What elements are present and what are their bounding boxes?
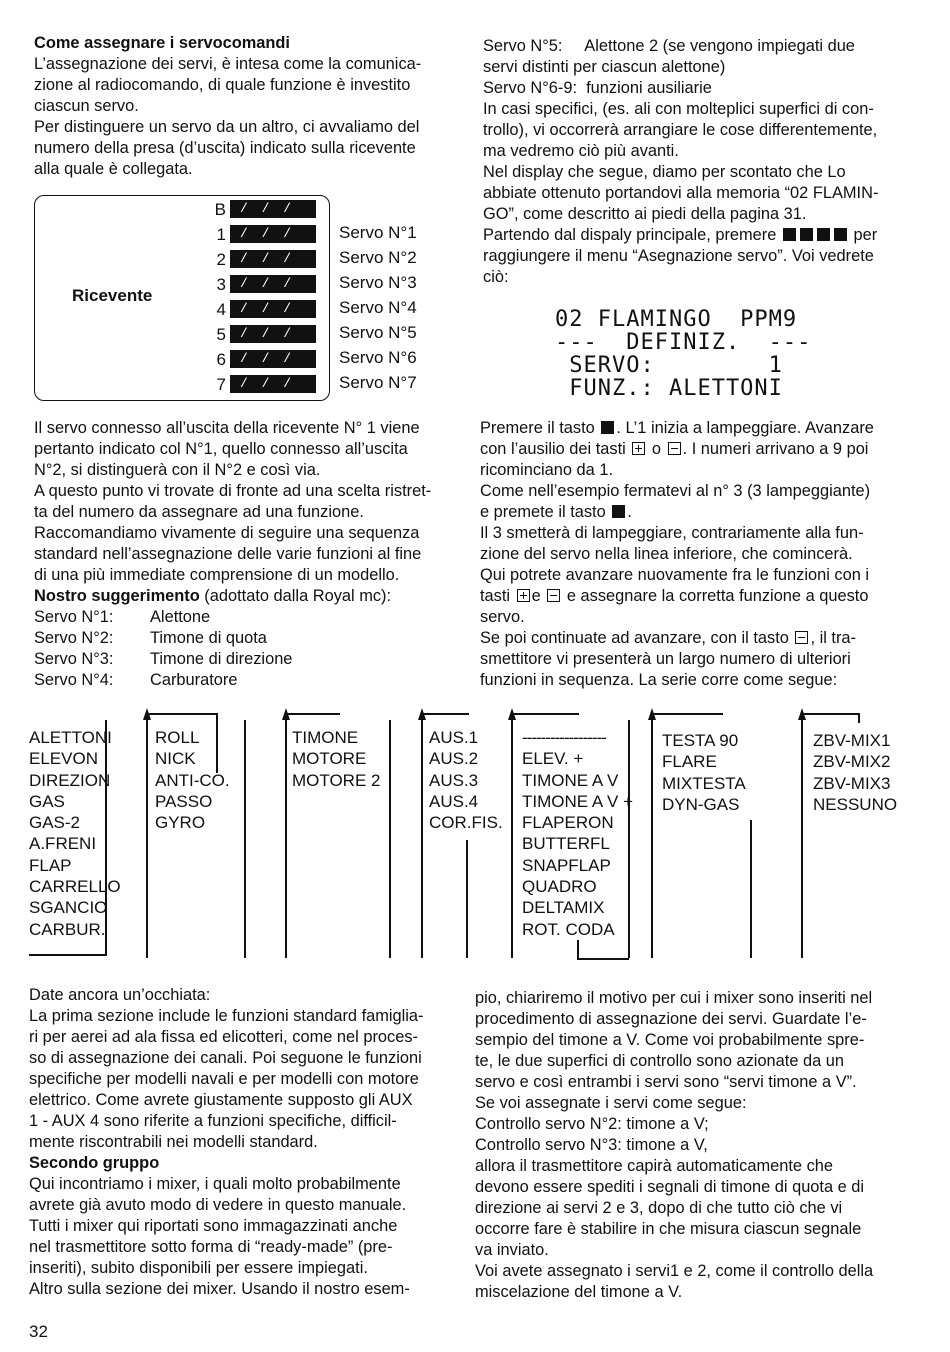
text-line: Servo N°5: Alettone 2 (se vengono impiegati due: [483, 37, 855, 55]
text-line: ricominciano da 1.: [480, 461, 614, 479]
flow-connector: [421, 713, 469, 715]
text-line: [480, 502, 914, 523]
key-filled-icon: [834, 228, 847, 241]
function-group-mixers: [522, 727, 633, 940]
function-item: ROLL: [155, 728, 200, 747]
text-span: o: [651, 440, 662, 458]
lcd-line: --- DEFINIZ. ---: [555, 330, 812, 355]
text-line: direzione ai servi 2 e 3, dopo di che tutto ciò che vi: [475, 1199, 843, 1217]
port-label: 7: [216, 374, 226, 394]
flow-connector: [285, 713, 340, 715]
servo-label: Servo N°6: [339, 348, 417, 367]
text-span: Se poi continuate ad avanzare, con il tasto: [480, 629, 789, 647]
suggestion-line: [34, 586, 464, 607]
text-line: 1 - AUX 4 sono riferite a funzioni specifiche, difficil-: [29, 1112, 397, 1130]
function-item: GAS-2: [29, 813, 81, 833]
servo-label: Servo N°7: [339, 373, 417, 392]
text-line: di una più immediate comprensione di un modello.: [34, 566, 400, 584]
text-line: pio, chiariremo il motivo per cui i mixer sono inseriti nel: [475, 989, 873, 1007]
function-item: ZBV-MIX1: [813, 731, 891, 750]
text-line: specifiche per modelli navali e per modelli con motore: [29, 1070, 419, 1088]
text-span: Partendo dal dispaly principale, premere: [483, 226, 777, 244]
function-item: PASSO: [155, 791, 213, 811]
assignment-function: Alettone: [150, 608, 211, 626]
text-line: avrete già avuto modo di vedere in questo manuale.: [29, 1196, 407, 1214]
port-connector: / / /: [230, 275, 316, 293]
right-bottom-text: [475, 988, 911, 1303]
function-item: DIREZION: [29, 770, 111, 790]
function-item: SGANCIO: [29, 898, 108, 918]
text-line: so di assegnazione dei canali. Poi seguone le funzioni: [29, 1049, 422, 1067]
text-line: Nel display che segue, diamo per scontato che Lo: [483, 163, 846, 181]
suggestion-rest: (adottato dalla Royal mc):: [199, 587, 392, 605]
port-label: 3: [216, 274, 226, 294]
function-item: NESSUNO: [813, 794, 898, 814]
text-line: Per distinguere un servo da un altro, ci avvaliamo del: [34, 118, 420, 136]
function-item: TIMONE A V: [522, 770, 619, 790]
function-item: DELTAMIX: [522, 898, 605, 918]
text-line: Il servo connesso all’uscita della ricevente N° 1 viene: [34, 419, 420, 437]
flow-connector: [29, 954, 107, 956]
left-intro: [34, 33, 464, 180]
key-filled-icon: [817, 228, 830, 241]
assignment-row: [34, 649, 464, 670]
text-line: Controllo servo N°2: timone a V;: [475, 1115, 709, 1133]
text-line: Qui incontriamo i mixer, i quali molto probabilmente: [29, 1175, 401, 1193]
text-line: servi distinti per ciascun alettone): [483, 58, 726, 76]
text-line: funzioni in sequenza. La serie corre come segue:: [480, 671, 838, 689]
key-minus-icon: [668, 442, 681, 455]
port-label: 6: [216, 349, 226, 369]
function-item: MOTORE: [292, 749, 367, 769]
function-item: CARRELLO: [29, 877, 121, 897]
assignment-function: Carburatore: [150, 671, 238, 689]
function-item: COR.FIS.: [429, 813, 503, 833]
left-middle-text: [34, 418, 464, 691]
key-filled-icon: [783, 228, 796, 241]
flow-connector: [244, 720, 246, 958]
assignment-servo: Servo N°4:: [34, 671, 114, 689]
receiver-port: [200, 248, 316, 270]
key-filled-icon: [800, 228, 813, 241]
assignment-function: Timone di direzione: [150, 650, 293, 668]
text-line: ciò:: [483, 268, 509, 286]
function-item: ANTI-CO.: [155, 770, 230, 790]
text-span: .: [627, 503, 632, 521]
text-line: sempio del timone a V. Come voi probabilmente spre-: [475, 1031, 865, 1049]
text-line: pertanto indicato col N°1, quello connesso all’uscita: [34, 440, 408, 458]
port-connector: / / /: [230, 200, 316, 218]
text-line: servo.: [480, 608, 525, 626]
function-item: ALETTONI: [29, 728, 112, 747]
text-line: [483, 225, 915, 246]
text-line: mente riscontrabili nei modelli standard.: [29, 1133, 318, 1151]
port-label: 4: [216, 299, 226, 319]
flow-connector: [389, 720, 391, 958]
text-line: A questo punto vi trovate di fronte ad una scelta ristret-: [34, 482, 432, 500]
text-line: In casi specifici, (es. ali con molteplici superfici di con-: [483, 100, 874, 118]
function-item: QUADRO: [522, 877, 597, 897]
text-span: con l’ausilio dei tasti: [480, 440, 626, 458]
function-item: ELEV. +: [522, 749, 584, 769]
text-line: raggiungere il menu “Asegnazione servo”. Voi vedrete: [483, 247, 874, 265]
function-item: SNAPFLAP: [522, 855, 611, 875]
receiver-port: [200, 273, 316, 295]
text-line: [480, 628, 914, 649]
flow-connector: [421, 720, 423, 958]
port-connector: / / /: [230, 350, 316, 368]
flow-connector: [511, 713, 579, 715]
flow-connector: [466, 840, 468, 958]
text-line: L’assegnazione dei servi, è intesa come la comunica-: [34, 55, 422, 73]
function-item: AUS.4: [429, 791, 479, 811]
lcd-line: SERVO: 1: [555, 353, 783, 378]
key-filled-icon: [612, 505, 625, 518]
key-filled-icon: [601, 421, 614, 434]
right-top-text: [483, 36, 915, 288]
section-heading: Come assegnare i servocomandi: [34, 34, 290, 52]
function-item: NICK: [155, 749, 196, 769]
suggestion-heading: Nostro suggerimento: [34, 587, 200, 605]
function-item: DYN-GAS: [662, 794, 740, 814]
port-label: 5: [216, 324, 226, 344]
function-group-heli-mix: [662, 730, 746, 815]
flow-connector: [858, 713, 860, 723]
function-group-free-mix: [813, 730, 897, 815]
function-item: TIMONE: [292, 728, 359, 747]
text-line: [480, 586, 914, 607]
text-line: [480, 439, 914, 460]
text-line: allora il trasmettitore capirà automaticamente che: [475, 1157, 834, 1175]
right-middle-text: [480, 418, 914, 691]
text-line: ciascun servo.: [34, 97, 139, 115]
function-item: GAS: [29, 791, 65, 811]
text-line: standard nell’assegnazione delle varie funzioni al fine: [34, 545, 422, 563]
text-line: Tutti i mixer qui riportati sono immagazzinati anche: [29, 1217, 398, 1235]
text-line: Raccomandiamo vivamente di seguire una sequenza: [34, 524, 420, 542]
assignment-function: Timone di quota: [150, 629, 267, 647]
flow-connector: [577, 958, 629, 960]
text-line: Come nell’esempio fermatevi al n° 3 (3 lampeggiante): [480, 482, 871, 500]
function-item: GYRO: [155, 813, 206, 833]
lcd-line: 02 FLAMINGO PPM9: [555, 307, 798, 332]
text-line: numero della presa (d’uscita) indicato sulla ricevente: [34, 139, 416, 157]
servo-label: Servo N°2: [339, 248, 417, 267]
text-line: zione del servo nella linea inferiore, che comincerà.: [480, 545, 853, 563]
flow-connector: [146, 713, 216, 715]
text-line: [480, 418, 914, 439]
text-line: procedimento di assegnazione dei servi. Guardate l’e-: [475, 1010, 867, 1028]
receiver-port: [200, 223, 316, 245]
text-line: Qui potrete avanzare nuovamente fra le funzioni con i: [480, 566, 870, 584]
function-item: MIXTESTA: [662, 773, 746, 793]
text-line: Altro sulla sezione dei mixer. Usando il nostro esem-: [29, 1280, 410, 1298]
function-group-boat-motor: [292, 727, 380, 791]
assignment-servo: Servo N°3:: [34, 650, 114, 668]
text-span: tasti: [480, 587, 511, 605]
assignment-row: [34, 670, 464, 691]
function-item: AUS.3: [429, 770, 479, 790]
receiver-port: [200, 323, 316, 345]
flow-connector: [285, 720, 287, 958]
text-line: GO”, come descritto ai piedi della pagina 31.: [483, 205, 807, 223]
text-line: miscelazione del timone a V.: [475, 1283, 683, 1301]
text-line: La prima sezione include le funzioni standard famiglia-: [29, 1007, 424, 1025]
text-span: per: [853, 226, 878, 244]
flow-connector: [146, 720, 148, 958]
flow-connector: [651, 713, 723, 715]
key-minus-icon: [795, 631, 808, 644]
function-item: ZBV-MIX2: [813, 752, 891, 772]
text-line: ri per aerei ad ala fissa ed elicotteri, come nel proces-: [29, 1028, 419, 1046]
function-item: MOTORE 2: [292, 770, 381, 790]
text-span: . L’1 inizia a lampeggiare. Avanzare: [616, 419, 874, 437]
function-item: FLAP: [29, 855, 72, 875]
text-line: occorre fare è stabilire in che misura ciascun segnale: [475, 1220, 862, 1238]
function-item: ELEVON: [29, 749, 98, 769]
text-line: inseriti), subito disponibili per essere impiegati.: [29, 1259, 368, 1277]
left-bottom-text: [29, 985, 457, 1300]
text-line: servo e così entrambi i servi sono “servi timone a V”.: [475, 1073, 857, 1091]
port-connector: / / /: [230, 250, 316, 268]
receiver-port: [200, 348, 316, 370]
text-span: , il tra-: [810, 629, 856, 647]
key-plus-icon: [632, 442, 645, 455]
function-group-aux: [429, 727, 503, 833]
text-span: e: [531, 587, 541, 605]
text-line: devono essere spediti i segnali di timone di quota e di: [475, 1178, 865, 1196]
port-label: 2: [216, 249, 226, 269]
servo-label: Servo N°4: [339, 298, 417, 317]
port-label: B: [214, 199, 226, 219]
key-plus-icon: [517, 589, 530, 602]
function-item: ZBV-MIX3: [813, 773, 891, 793]
text-line: elettrico. Come avrete giustamente supposto gli AUX: [29, 1091, 413, 1109]
text-line: Date ancora un’occhiata:: [29, 986, 211, 1004]
function-item: FLARE: [662, 752, 717, 772]
lcd-line: FUNZ.: ALETTONI: [555, 376, 783, 401]
text-line: Servo N°6-9: funzioni ausiliarie: [483, 79, 712, 97]
port-connector: / / /: [230, 225, 316, 243]
text-line: abbiate ottenuto portandovi alla memoria “02 FLAMIN-: [483, 184, 879, 202]
text-span: . I numeri arrivano a 9 poi: [682, 440, 869, 458]
page-number: 32: [29, 1322, 48, 1341]
function-item: A.FRENI: [29, 834, 97, 854]
text-line: zione al radiocomando, di quale funzione è investito: [34, 76, 411, 94]
servo-label: Servo N°3: [339, 273, 417, 292]
function-item: FLAPERON: [522, 813, 614, 833]
receiver-port: [200, 298, 316, 320]
receiver-port: [200, 198, 316, 220]
assignment-row: [34, 607, 464, 628]
text-line: ma vedremo ciò più avanti.: [483, 142, 679, 160]
assignment-servo: Servo N°2:: [34, 629, 114, 647]
flow-connector: [651, 720, 653, 958]
lcd-display: [555, 308, 875, 400]
text-span: e assegnare la corretta funzione a questo: [566, 587, 869, 605]
function-item: TIMONE A V +: [522, 791, 634, 811]
flow-connector: [801, 713, 859, 715]
text-span: Premere il tasto: [480, 419, 595, 437]
flow-connector: [801, 720, 803, 958]
function-item: BUTTERFL: [522, 834, 610, 854]
text-line: Se voi assegnate i servi come segue:: [475, 1094, 747, 1112]
function-item: TESTA 90: [662, 731, 739, 750]
text-line: trollo), vi occorrerà arrangiare le cose differentemente,: [483, 121, 878, 139]
text-span: e premete il tasto: [480, 503, 606, 521]
function-item: CARBUR.: [29, 919, 106, 939]
servo-label: Servo N°1: [339, 223, 417, 242]
text-line: smettitore vi presenterà un largo numero di ulteriori: [480, 650, 851, 668]
function-item: ------------------: [522, 728, 606, 747]
function-item: AUS.1: [429, 728, 479, 747]
text-line: te, le due superfici di controllo sono azionate da un: [475, 1052, 845, 1070]
text-line: Il 3 smetterà di lampeggiare, contrariamente alla fun-: [480, 524, 864, 542]
flow-connector: [750, 820, 752, 958]
text-line: nel trasmettitore sotto forma di “ready-made” (pre-: [29, 1238, 393, 1256]
section-heading: Secondo gruppo: [29, 1154, 160, 1172]
text-line: Voi avete assegnato i servi1 e 2, come il controllo della: [475, 1262, 874, 1280]
servo-label: Servo N°5: [339, 323, 417, 342]
text-line: ta del numero da assegnare ad una funzione.: [34, 503, 364, 521]
text-line: va inviato.: [475, 1241, 549, 1259]
port-label: 1: [216, 224, 226, 244]
assignment-row: [34, 628, 464, 649]
key-minus-icon: [547, 589, 560, 602]
receiver-port: [200, 373, 316, 395]
text-line: Controllo servo N°3: timone a V,: [475, 1136, 708, 1154]
text-line: alla quale è collegata.: [34, 160, 193, 178]
flow-connector: [511, 720, 513, 958]
receiver-title: Ricevente: [72, 286, 153, 305]
function-group-standard: [29, 727, 121, 940]
function-item: AUS.2: [429, 749, 479, 769]
port-connector: / / /: [230, 325, 316, 343]
function-item: ROT. CODA: [522, 919, 615, 939]
text-line: N°2, si distinguerà con il N°2 e così via.: [34, 461, 321, 479]
assignment-servo: Servo N°1:: [34, 608, 114, 626]
port-connector: / / /: [230, 300, 316, 318]
port-connector: / / /: [230, 375, 316, 393]
flow-connector: [577, 940, 579, 958]
function-group-heli: [155, 727, 230, 833]
